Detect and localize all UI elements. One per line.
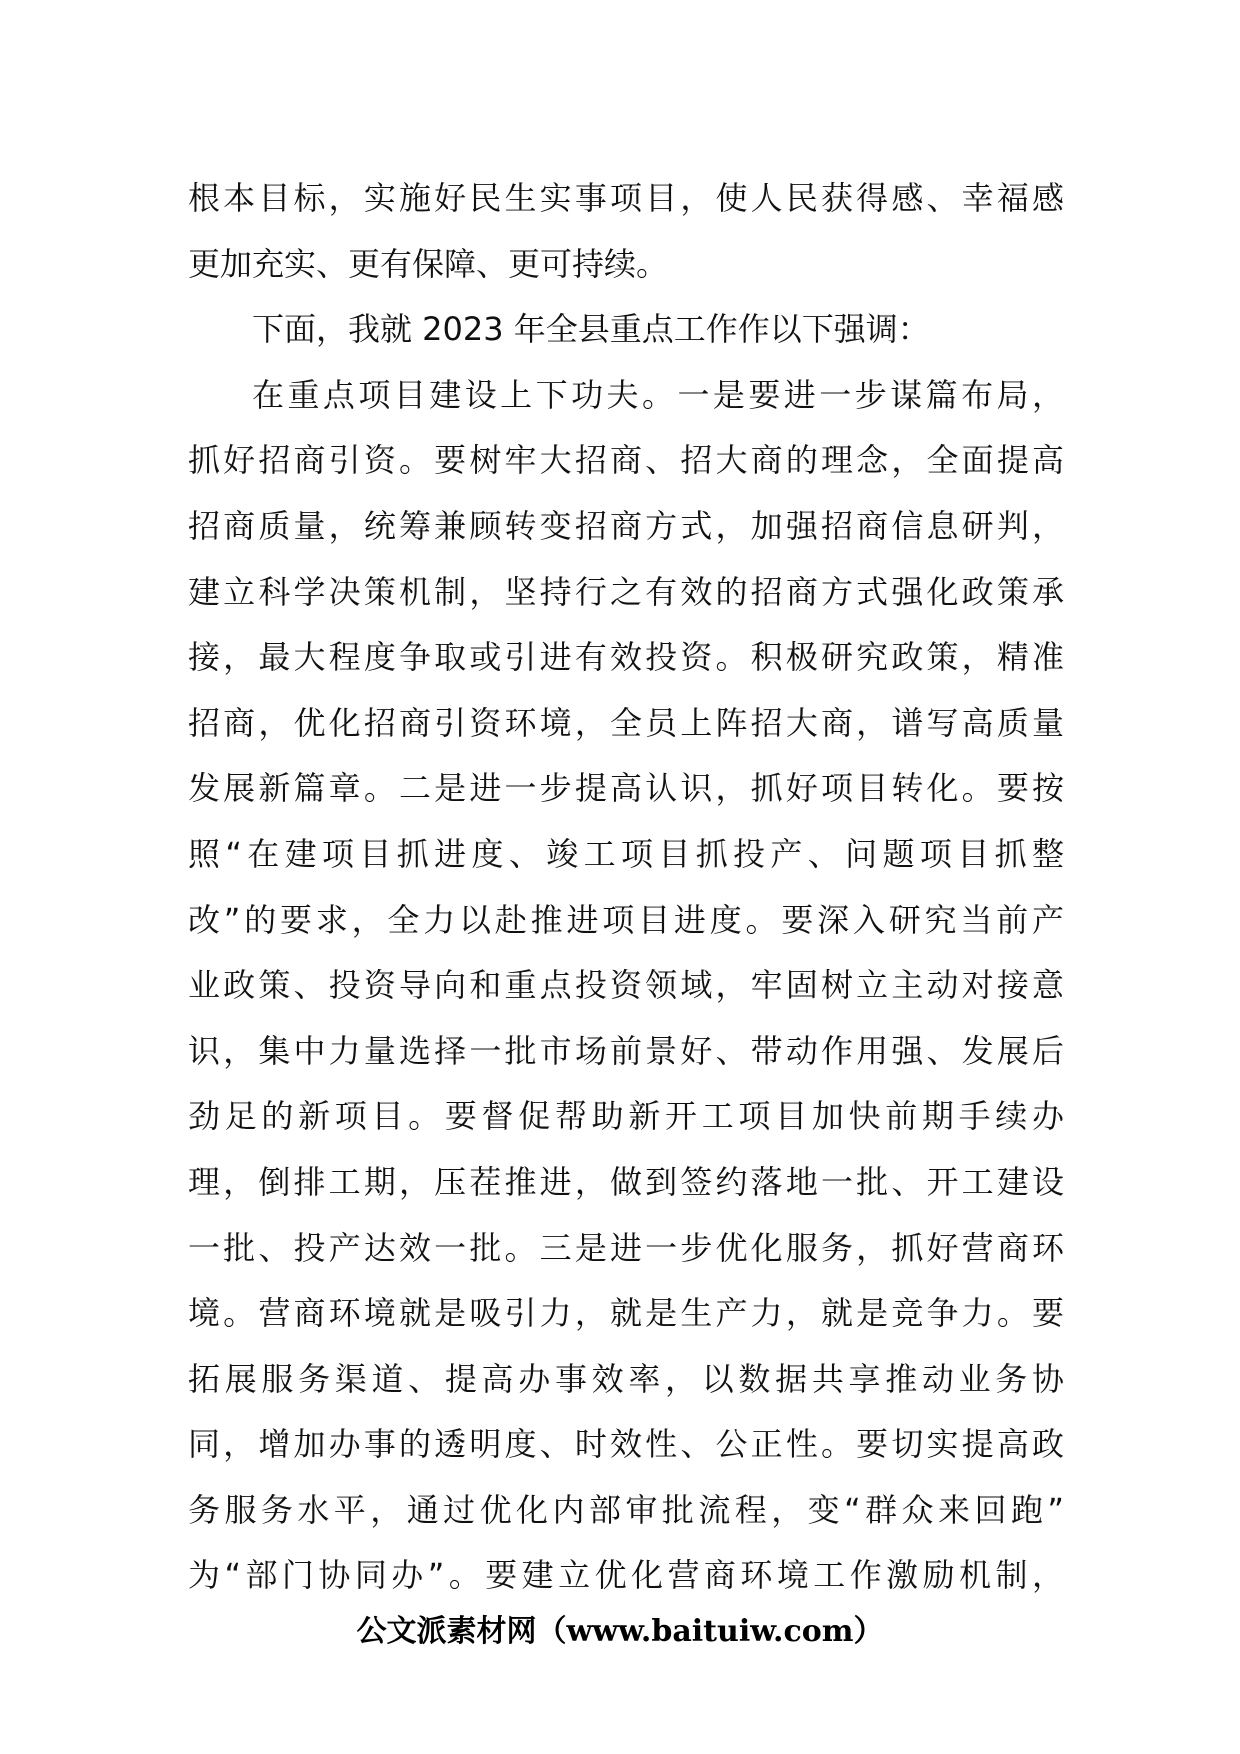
text-line: 招商，优化招商引资环境，全员上阵招大商，谱写高质量	[188, 703, 1064, 742]
text-line: 识，集中力量选择一批市场前景好、带动作用强、发展后	[188, 1031, 1064, 1070]
text-line: 根本目标，实施好民生实事项目，使人民获得感、幸福感	[188, 179, 1064, 217]
text-line: 同，增加办事的透明度、时效性、公正性。要切实提高政	[188, 1425, 1064, 1464]
text-line: 接，最大程度争取或引进有效投资。积极研究政策，精准	[188, 638, 1064, 677]
text-line: 照“在建项目抓进度、竣工项目抓投产、问题项目抓整	[188, 834, 1064, 873]
text-line: 招商质量，统筹兼顾转变招商方式，加强招商信息研判，	[188, 506, 1064, 545]
footer-watermark: 公文派素材网（www.baituiw.com）	[356, 1614, 884, 1649]
text-line: 劲足的新项目。要督促帮助新开工项目加快前期手续办	[188, 1097, 1064, 1136]
text-line: 境。营商环境就是吸引力，就是生产力，就是竞争力。要	[188, 1294, 1064, 1333]
text-line: 抓好招商引资。要树牢大招商、招大商的理念，全面提高	[188, 441, 1064, 480]
text-line: 理，倒排工期，压茬推进，做到签约落地一批、开工建设	[188, 1162, 1064, 1201]
text-line: 建立科学决策机制，坚持行之有效的招商方式强化政策承	[188, 572, 1064, 611]
text-line: 在重点项目建设上下功夫。一是要进一步谋篇布局，	[252, 375, 1064, 414]
text-line: 发展新篇章。二是进一步提高认识，抓好项目转化。要按	[188, 769, 1064, 808]
text-line: 一批、投产达效一批。三是进一步优化服务，抓好营商环	[188, 1228, 1064, 1267]
text-line: 更加充实、更有保障、更可持续。	[188, 244, 669, 283]
text-line: 下面，我就 2023 年全县重点工作作以下强调：	[252, 310, 930, 349]
text-line: 为“部门协同办”。要建立优化营商环境工作激励机制，	[188, 1556, 1064, 1595]
body-text	[188, 166, 1064, 1609]
text-line: 改”的要求，全力以赴推进项目进度。要深入研究当前产	[188, 900, 1064, 939]
text-line: 务服务水平，通过优化内部审批流程，变“群众来回跑”	[188, 1490, 1064, 1529]
text-line: 业政策、投资导向和重点投资领域，牢固树立主动对接意	[188, 966, 1064, 1005]
text-line: 拓展服务渠道、提高办事效率，以数据共享推动业务协	[188, 1359, 1064, 1398]
